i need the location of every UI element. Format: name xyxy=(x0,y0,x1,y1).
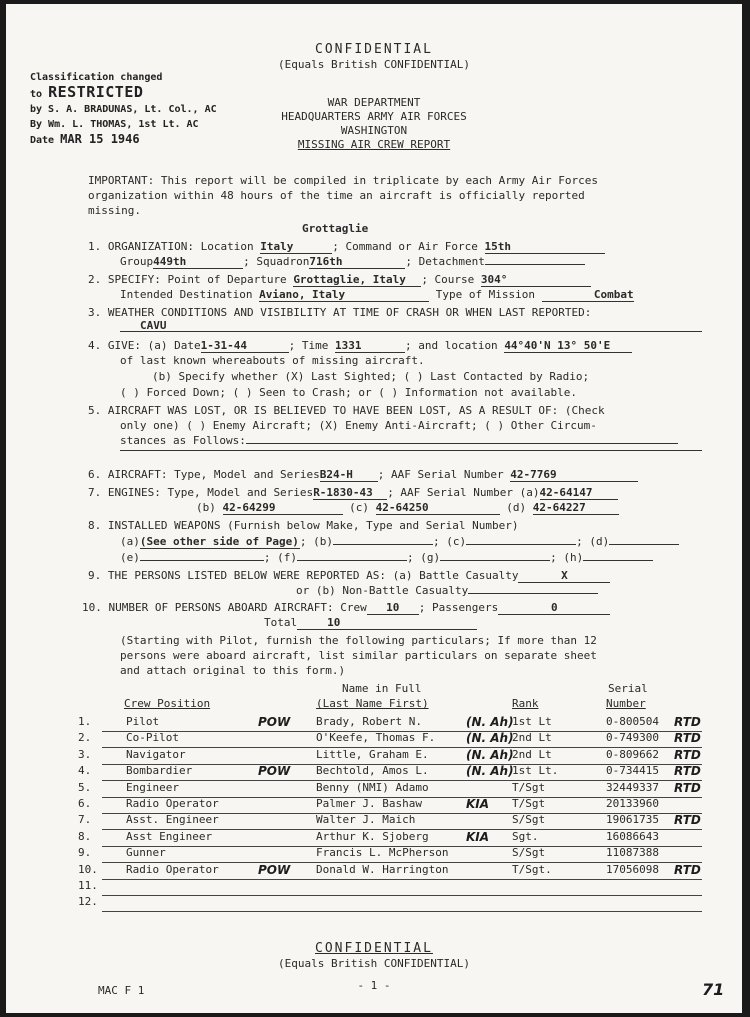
crew-name: Brady, Robert N. xyxy=(316,715,422,728)
crew-position: Engineer xyxy=(126,780,179,794)
section-2-line-2: Intended Destination Aviano, Italy Type of Mission Combat xyxy=(120,288,634,301)
page-number: - 1 - xyxy=(357,979,391,992)
crew-serial: 17056098 xyxy=(606,862,659,876)
crew-status: RTD xyxy=(674,862,701,877)
crew-note: POW xyxy=(258,764,291,779)
crew-serial: 19061735 xyxy=(606,813,659,827)
crew-rank: S/Sgt xyxy=(512,813,546,827)
crew-position: Co-Pilot xyxy=(126,731,179,745)
crew-row-number: 3. xyxy=(78,747,92,761)
crew-row xyxy=(78,763,702,781)
crew-status: RTD xyxy=(674,731,701,746)
weather-value: CAVU xyxy=(140,319,167,332)
crew-rank: 1st Lt. xyxy=(512,764,559,778)
crew-position-header: Crew Position xyxy=(124,697,211,710)
hq-line: HEADQUARTERS ARMY AIR FORCES xyxy=(281,110,467,123)
crew-rank: T/Sgt xyxy=(512,780,546,794)
crew-position: Radio Operator xyxy=(126,862,219,876)
crew-note: POW xyxy=(258,715,291,729)
declassification-stamp: Classification changed to RESTRICTED by S. A. BRADUNAS, Lt. Col., AC By Wm. L. THOMAS, 1st Lt. AC Date MAR 15 1946 xyxy=(30,72,217,146)
crew-name: O'Keefe, Thomas F. xyxy=(316,731,436,745)
crew-rank: T/Sgt xyxy=(512,797,546,810)
crew-row-number: 8. xyxy=(78,829,92,843)
crew-rank: 1st Lt xyxy=(512,715,552,728)
crew-position: Pilot xyxy=(126,715,160,728)
crew-status: RTD xyxy=(674,813,701,828)
crew-tag: (N. Ah) xyxy=(466,764,514,779)
section-4-line-3: (b) Specify whether (X) Last Sighted; ( ) Last Contacted by Radio; xyxy=(152,370,590,383)
section-8-line-3: (e) ; (f) ; (g) ; (h) xyxy=(120,551,653,564)
serial-header: Serial xyxy=(608,682,648,695)
crew-status: RTD xyxy=(674,747,701,762)
crew-position: Navigator xyxy=(126,747,186,761)
crew-name: Little, Graham E. xyxy=(316,747,429,761)
section-4-line-1: 4. GIVE: (a) Date1-31-44 ; Time 1331 ; and location 44°40'N 13° 50'E xyxy=(88,339,632,353)
section-5-line-3: stances as Follows: xyxy=(120,434,678,447)
crew-row xyxy=(78,878,702,896)
section-4-line-4: ( ) Forced Down; ( ) Seen to Crash; or ( ) Information not available. xyxy=(120,386,577,399)
crew-row-number: 9. xyxy=(78,846,92,860)
section-9-line-2: or (b) Non-Battle Casualty xyxy=(296,584,598,597)
crew-serial: 20133960 xyxy=(606,797,659,810)
name-header: Name in Full xyxy=(342,682,422,695)
crew-position: Radio Operator xyxy=(126,797,219,810)
crew-tag: (N. Ah) xyxy=(466,731,514,746)
crew-position: Gunner xyxy=(126,846,166,860)
crew-rank: 2nd Lt xyxy=(512,747,552,761)
crew-row-number: 4. xyxy=(78,764,92,778)
confidential-heading: CONFIDENTIAL xyxy=(315,42,433,57)
form-number: MAC F 1 xyxy=(98,984,145,997)
crew-tag: (N. Ah) xyxy=(466,747,514,762)
crew-row xyxy=(78,862,702,880)
last-name-first-header: (Last Name First) xyxy=(316,697,429,710)
section-1-line-2: Group449th ; Squadron716th ; Detachment xyxy=(120,255,585,269)
weather-underline xyxy=(120,331,702,332)
rank-header: Rank xyxy=(512,697,539,710)
section-4-line-2: of last known whereabouts of missing aircraft. xyxy=(120,354,425,367)
section-10-line-1: 10. NUMBER OF PERSONS ABOARD AIRCRAFT: Crew 10 ; Passengers 0 xyxy=(82,601,610,615)
crew-name: Bechtold, Amos L. xyxy=(316,764,429,778)
crew-name: Arthur K. Sjoberg xyxy=(316,829,429,843)
section-5-line-1: 5. AIRCRAFT WAS LOST, OR IS BELIEVED TO HAVE BEEN LOST, AS A RESULT OF: (Check xyxy=(88,404,605,417)
section-7-line-2: (b) 42-64299 (c) 42-64250 (d) 42-64227 xyxy=(196,501,619,515)
confidential-footer: CONFIDENTIAL xyxy=(315,941,433,956)
section-5-underline xyxy=(120,450,702,451)
section-9-line-1: 9. THE PERSONS LISTED BELOW WERE REPORTED AS: (a) Battle Casualty X xyxy=(88,569,610,583)
crew-rank: Sgt. xyxy=(512,829,539,843)
equals-british-line: (Equals British CONFIDENTIAL) xyxy=(277,58,471,71)
crew-name: Donald W. Harrington xyxy=(316,862,449,876)
crew-serial: 11087388 xyxy=(606,846,659,860)
handwritten-number: 71 xyxy=(702,980,725,999)
crew-position: Asst Engineer xyxy=(126,829,213,843)
crew-position: Bombardier xyxy=(126,764,193,778)
crew-tag: (N. Ah) xyxy=(466,715,514,729)
crew-row-number: 2. xyxy=(78,731,92,745)
crew-row-number: 6. xyxy=(78,797,92,810)
section-5-line-2: only one) ( ) Enemy Aircraft; (X) Enemy Anti-Aircraft; ( ) Other Circum- xyxy=(120,419,597,432)
report-title: MISSING AIR CREW REPORT xyxy=(297,138,451,151)
crew-row-number: 12. xyxy=(78,895,98,909)
document-page xyxy=(6,4,742,1013)
instructions-line-1: (Starting with Pilot, furnish the following particulars; If more than 12 xyxy=(120,634,597,647)
section-8-line-1: 8. INSTALLED WEAPONS (Furnish below Make, Type and Serial Number) xyxy=(88,519,519,532)
crew-serial: 32449337 xyxy=(606,780,659,794)
crew-serial: 16086643 xyxy=(606,829,659,843)
equals-british-footer: (Equals British CONFIDENTIAL) xyxy=(277,957,471,970)
crew-serial: 0-800504 xyxy=(606,715,659,728)
crew-name: Palmer J. Bashaw xyxy=(316,797,422,810)
crew-tag: KIA xyxy=(466,797,490,811)
important-line-2: organization within 48 hours of the time an aircraft is officially reported xyxy=(88,189,585,202)
section-10-total: Total 10 xyxy=(264,616,477,630)
crew-serial: 0-734415 xyxy=(606,764,659,778)
crew-tag: KIA xyxy=(466,829,490,844)
section-2-line-1: 2. SPECIFY: Point of Departure Grottaglie, Italy ; Course 304° xyxy=(88,273,591,287)
crew-row xyxy=(78,796,702,814)
crew-row xyxy=(78,747,702,765)
crew-row-number: 11. xyxy=(78,879,98,892)
section-7-line-1: 7. ENGINES: Type, Model and SeriesR-1830-43 ; AAF Serial Number (a)42-64147 xyxy=(88,486,618,500)
crew-row xyxy=(78,829,702,847)
crew-note: POW xyxy=(258,862,291,877)
crew-rank: S/Sgt xyxy=(512,846,546,860)
important-line-1: IMPORTANT: This report will be compiled in triplicate by each Army Air Forces xyxy=(88,174,598,187)
crew-name: Francis L. McPherson xyxy=(316,846,449,860)
number-header: Number xyxy=(606,697,646,710)
crew-row xyxy=(78,714,702,732)
crew-row-number: 10. xyxy=(78,862,98,876)
important-line-3: missing. xyxy=(88,204,141,217)
war-department: WAR DEPARTMENT xyxy=(327,96,421,109)
instructions-line-2: persons were aboard aircraft, list similar particulars on separate sheet xyxy=(120,649,597,662)
section-3: 3. WEATHER CONDITIONS AND VISIBILITY AT TIME OF CRASH OR WHEN LAST REPORTED: xyxy=(88,306,592,319)
city-line: WASHINGTON xyxy=(340,124,408,137)
crew-row xyxy=(78,730,702,748)
crew-serial: 0-749300 xyxy=(606,731,659,745)
crew-rank: 2nd Lt xyxy=(512,731,552,745)
instructions-line-3: and attach original to this form.) xyxy=(120,664,346,677)
crew-row-number: 1. xyxy=(78,715,92,728)
crew-position: Asst. Engineer xyxy=(126,813,219,827)
section-1-line-1: 1. ORGANIZATION: Location Italy ; Command or Air Force 15th xyxy=(88,240,605,254)
crew-row xyxy=(78,780,702,798)
crew-row xyxy=(78,894,702,912)
crew-status: RTD xyxy=(674,764,701,779)
crew-name: Benny (NMI) Adamo xyxy=(316,780,429,794)
crew-serial: 0-809662 xyxy=(606,747,659,761)
location-city: Grottaglie xyxy=(302,222,369,235)
section-6: 6. AIRCRAFT: Type, Model and SeriesB24-H ; AAF Serial Number 42-7769 xyxy=(88,468,638,482)
section-8-line-2: (a)(See other side of Page); (b) ; (c) ; (d) xyxy=(120,535,679,549)
crew-name: Walter J. Maich xyxy=(316,813,416,827)
crew-rank: T/Sgt. xyxy=(512,862,552,876)
crew-row xyxy=(78,812,702,830)
crew-status: RTD xyxy=(674,715,701,729)
crew-row xyxy=(78,845,702,863)
crew-row-number: 7. xyxy=(78,813,92,827)
crew-status: RTD xyxy=(674,780,701,795)
crew-row-number: 5. xyxy=(78,780,92,794)
